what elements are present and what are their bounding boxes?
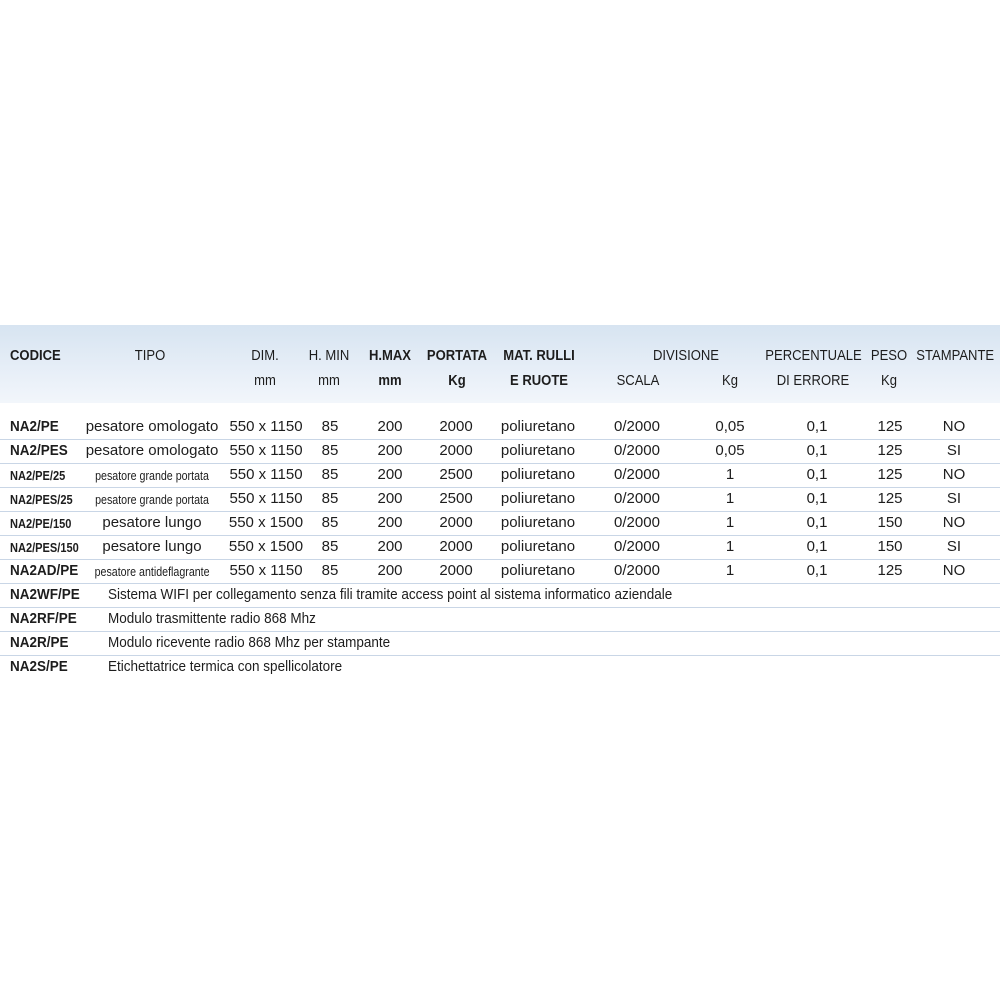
cell-hmax: 200 [377, 490, 403, 507]
cell-hmin: 85 [321, 418, 339, 435]
accessory-description: Sistema WIFI per collegamento senza fili tramite access point al sistema informatico aziendale [108, 586, 673, 603]
cell-stampante: NO [942, 466, 966, 483]
cell-mat: poliuretano [500, 442, 576, 459]
cell-errore: 0,1 [806, 442, 828, 459]
cell-div-kg: 1 [725, 490, 735, 507]
cell-errore: 0,1 [806, 466, 828, 483]
accessory-codice: NA2WF/PE [10, 586, 80, 603]
cell-codice: NA2/PE [10, 418, 59, 435]
cell-scala: 0/2000 [614, 538, 660, 555]
cell-tipo: pesatore antideflagrante [94, 564, 210, 579]
cell-errore: 0,1 [806, 538, 828, 555]
table-row [0, 535, 1000, 560]
table-row [0, 439, 1000, 464]
header-mat-2: E RUOTE [509, 373, 568, 389]
cell-codice: NA2/PE/25 [10, 468, 66, 483]
cell-portata: 2000 [439, 562, 473, 579]
cell-dim: 550 x 1500 [228, 514, 304, 531]
accessory-row [0, 655, 1000, 679]
cell-errore: 0,1 [806, 490, 828, 507]
cell-portata: 2500 [439, 490, 473, 507]
cell-dim: 550 x 1150 [229, 418, 303, 435]
accessory-codice: NA2S/PE [10, 658, 68, 675]
cell-peso: 150 [877, 538, 903, 555]
table-row [0, 463, 1000, 488]
cell-hmin: 85 [321, 442, 339, 459]
cell-peso: 125 [877, 442, 903, 459]
cell-div-kg: 1 [725, 466, 735, 483]
cell-errore: 0,1 [806, 562, 828, 579]
cell-tipo: pesatore lungo [102, 538, 202, 555]
header-hmin: H. MIN [308, 348, 350, 364]
cell-scala: 0/2000 [614, 490, 660, 507]
cell-mat: poliuretano [500, 562, 576, 579]
cell-hmin: 85 [321, 538, 339, 555]
accessory-row [0, 607, 1000, 632]
cell-hmax: 200 [377, 418, 403, 435]
header-dim: DIM. [251, 348, 279, 364]
cell-dim: 550 x 1150 [229, 562, 303, 579]
cell-mat: poliuretano [500, 538, 576, 555]
cell-portata: 2000 [439, 538, 473, 555]
cell-tipo: pesatore omologato [85, 442, 219, 459]
header-dim-unit: mm [254, 373, 276, 389]
header-peso: PESO [870, 348, 908, 364]
cell-mat: poliuretano [500, 490, 576, 507]
cell-portata: 2000 [439, 514, 473, 531]
cell-codice: NA2/PE/150 [10, 516, 72, 531]
cell-hmax: 200 [377, 442, 403, 459]
cell-codice: NA2AD/PE [10, 562, 79, 579]
cell-div-kg: 1 [725, 562, 735, 579]
header-peso-unit: Kg [881, 373, 897, 389]
header-scala: SCALA [616, 373, 660, 389]
cell-hmin: 85 [321, 466, 339, 483]
accessory-description: Modulo ricevente radio 868 Mhz per stampante [108, 634, 391, 651]
cell-codice: NA2/PES/150 [10, 540, 79, 555]
cell-peso: 125 [877, 562, 903, 579]
cell-tipo: pesatore grande portata [95, 492, 209, 507]
cell-hmax: 200 [377, 514, 403, 531]
cell-stampante: NO [942, 562, 966, 579]
cell-dim: 550 x 1150 [229, 466, 303, 483]
cell-scala: 0/2000 [614, 514, 660, 531]
accessory-description: Modulo trasmittente radio 868 Mhz [108, 610, 316, 627]
accessory-codice: NA2R/PE [10, 634, 69, 651]
cell-hmin: 85 [321, 514, 339, 531]
cell-portata: 2000 [439, 418, 473, 435]
cell-hmin: 85 [321, 562, 339, 579]
header-divisione: DIVISIONE [652, 348, 719, 364]
accessory-row [0, 631, 1000, 656]
cell-hmax: 200 [377, 538, 403, 555]
cell-portata: 2500 [439, 466, 473, 483]
table-row [0, 415, 1000, 440]
cell-tipo: pesatore grande portata [95, 468, 209, 483]
table-row [0, 511, 1000, 536]
header-hmax: H.MAX [368, 348, 412, 364]
header-percentuale: PERCENTUALE [765, 348, 862, 364]
cell-dim: 550 x 1500 [228, 538, 304, 555]
accessory-description: Etichettatrice termica con spellicolatore [108, 658, 343, 675]
header-div-kg: Kg [722, 373, 738, 389]
cell-div-kg: 1 [725, 538, 735, 555]
cell-tipo: pesatore omologato [85, 418, 219, 435]
header-mat: MAT. RULLI [503, 348, 575, 364]
cell-dim: 550 x 1150 [229, 490, 303, 507]
cell-peso: 150 [877, 514, 903, 531]
cell-scala: 0/2000 [614, 466, 660, 483]
accessory-row [0, 583, 1000, 608]
cell-hmin: 85 [321, 490, 339, 507]
header-tipo: TIPO [134, 348, 166, 364]
header-percentuale-2: DI ERRORE [776, 373, 850, 389]
cell-stampante: SI [946, 538, 962, 555]
cell-stampante: SI [946, 442, 962, 459]
cell-peso: 125 [877, 418, 903, 435]
cell-scala: 0/2000 [614, 418, 660, 435]
header-codice: CODICE [10, 348, 61, 364]
header-portata: PORTATA [426, 348, 488, 364]
cell-div-kg: 0,05 [715, 418, 745, 435]
cell-stampante: NO [942, 418, 966, 435]
table-row [0, 487, 1000, 512]
cell-scala: 0/2000 [614, 562, 660, 579]
cell-stampante: NO [942, 514, 966, 531]
header-hmin-unit: mm [318, 373, 340, 389]
header-portata-unit: Kg [448, 373, 466, 389]
cell-peso: 125 [877, 466, 903, 483]
cell-mat: poliuretano [500, 418, 576, 435]
header-stampante: STAMPANTE [916, 348, 995, 364]
cell-div-kg: 1 [725, 514, 735, 531]
cell-tipo: pesatore lungo [102, 514, 202, 531]
cell-errore: 0,1 [806, 514, 828, 531]
header-hmax-unit: mm [378, 373, 402, 389]
table-row [0, 559, 1000, 584]
cell-div-kg: 0,05 [715, 442, 745, 459]
cell-errore: 0,1 [806, 418, 828, 435]
cell-hmax: 200 [377, 562, 403, 579]
cell-mat: poliuretano [500, 514, 576, 531]
cell-portata: 2000 [439, 442, 473, 459]
cell-stampante: SI [946, 490, 962, 507]
cell-hmax: 200 [377, 466, 403, 483]
cell-peso: 125 [877, 490, 903, 507]
table-header [0, 325, 1000, 403]
cell-dim: 550 x 1150 [229, 442, 303, 459]
cell-codice: NA2/PES/25 [10, 492, 73, 507]
accessory-codice: NA2RF/PE [10, 610, 77, 627]
cell-scala: 0/2000 [614, 442, 660, 459]
cell-codice: NA2/PES [10, 442, 68, 459]
cell-mat: poliuretano [500, 466, 576, 483]
